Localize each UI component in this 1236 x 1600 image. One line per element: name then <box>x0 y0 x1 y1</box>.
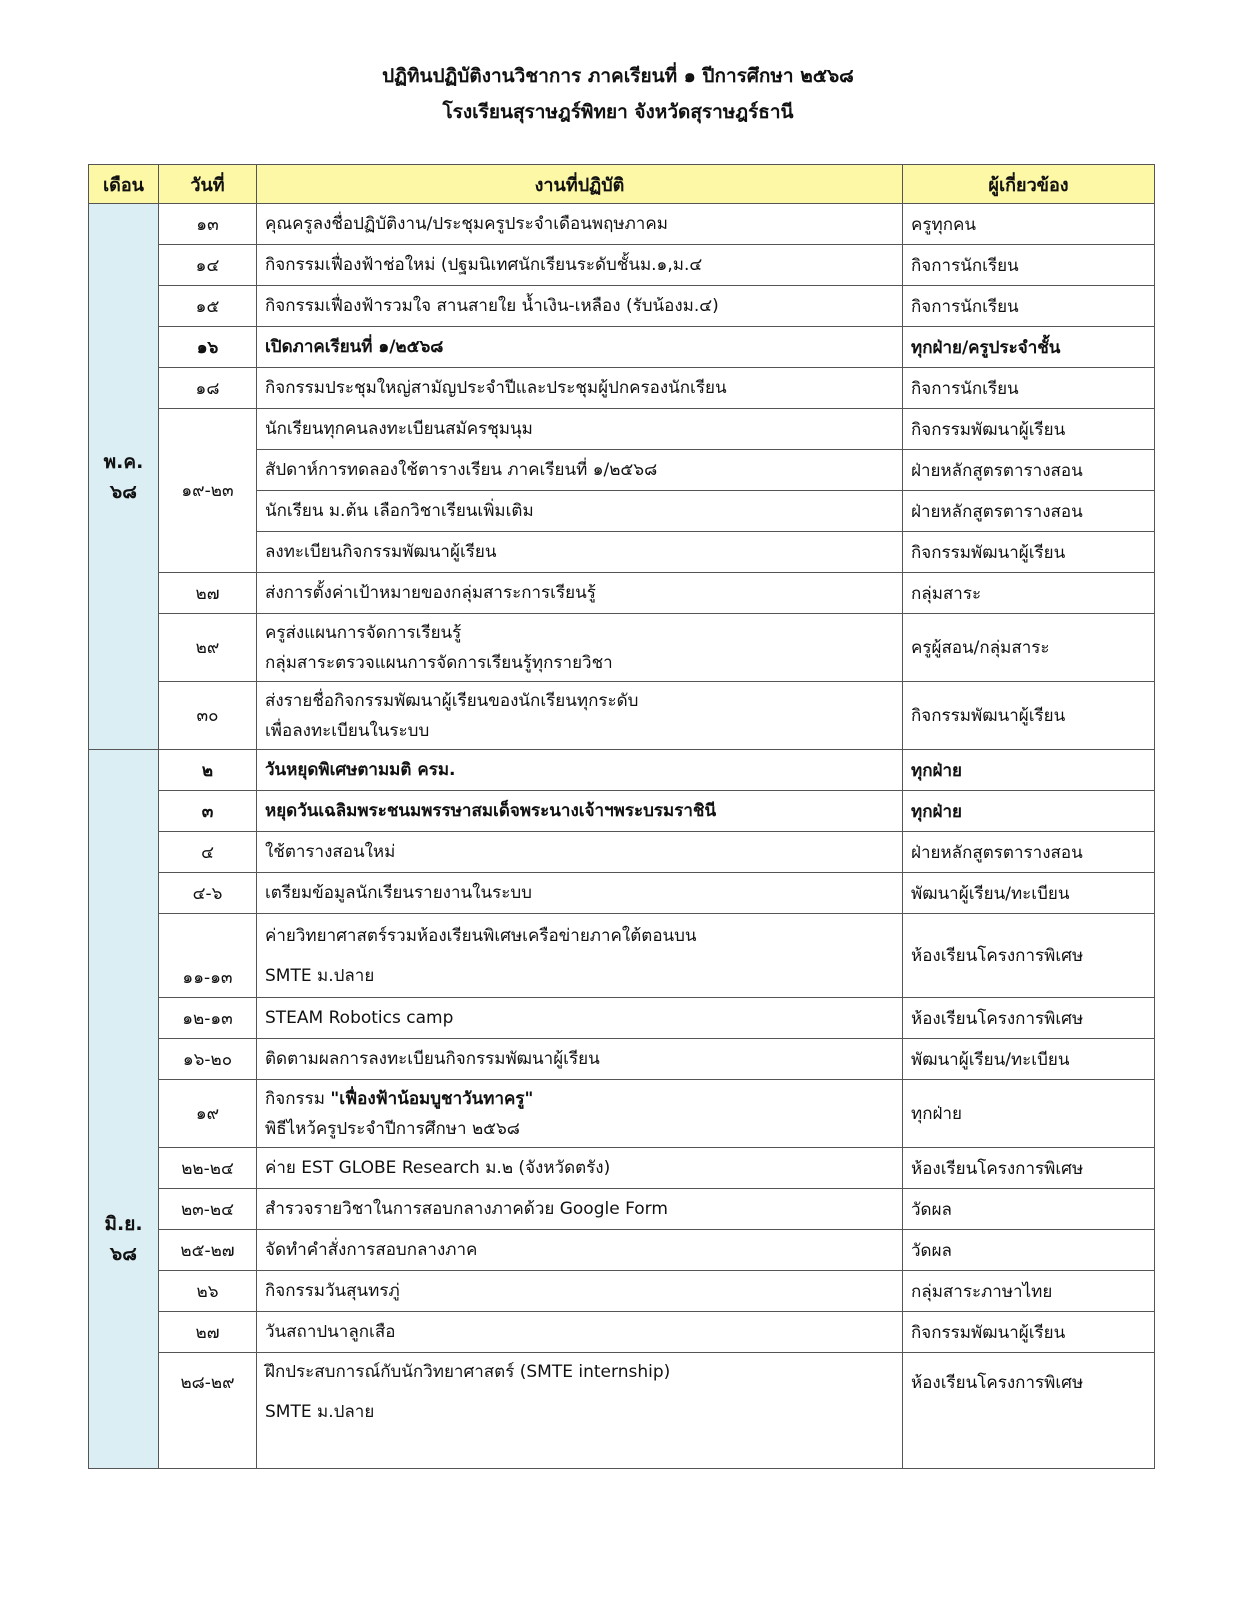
day-cell: ๒๓-๒๔ <box>159 1189 257 1230</box>
day-cell: ๔ <box>159 832 257 873</box>
activity-cell: ใช้ตารางสอนใหม่ <box>257 832 903 873</box>
activity-cell <box>257 1353 903 1469</box>
responsible-cell: ครูทุกคน <box>903 204 1155 245</box>
activity-cell: ส่งการตั้งค่าเป้าหมายของกลุ่มสาระการเรียนรู้ <box>257 573 903 614</box>
responsible-cell: ห้องเรียนโครงการพิเศษ <box>903 998 1155 1039</box>
activity-line: พิธีไหว้ครูประจำปีการศึกษา ๒๕๖๘ <box>265 1118 520 1139</box>
activity-line <box>265 1084 894 1114</box>
activity-line: กลุ่มสาระตรวจแผนการจัดการเรียนรู้ทุกรายวิชา <box>265 652 613 673</box>
day-cell: ๒ <box>159 750 257 791</box>
day-cell: ๑๖-๒๐ <box>159 1039 257 1080</box>
responsible-cell: วัดผล <box>903 1230 1155 1271</box>
day-cell: ๑๑-๑๓ <box>159 914 257 998</box>
activity-cell <box>257 682 903 750</box>
activity-line: ส่งรายชื่อกิจกรรมพัฒนาผู้เรียนของนักเรียนทุกระดับ <box>265 690 639 711</box>
day-cell: ๑๘ <box>159 368 257 409</box>
table-row <box>89 614 1155 682</box>
header-month: เดือน <box>89 165 159 204</box>
activity-cell: นักเรียนทุกคนลงทะเบียนสมัครชุมนุม <box>257 409 903 450</box>
responsible-cell: ทุกฝ่าย <box>903 791 1155 832</box>
table-row <box>89 1353 1155 1469</box>
responsible-cell: ทุกฝ่าย <box>903 1080 1155 1148</box>
activity-cell: วันหยุดพิเศษตามมติ ครม. <box>257 750 903 791</box>
activity-cell: กิจกรรมเฟื่องฟ้าช่อใหม่ (ปฐมนิเทศนักเรียนระดับชั้นม.๑,ม.๔ <box>257 245 903 286</box>
activity-cell: เปิดภาคเรียนที่ ๑/๒๕๖๘ <box>257 327 903 368</box>
table-row <box>89 286 1155 327</box>
table-row <box>89 409 1155 450</box>
activity-emphasis: "เฟื่องฟ้าน้อมบูชาวันทาครู" <box>330 1088 534 1109</box>
day-cell: ๑๖ <box>159 327 257 368</box>
title-line-2: โรงเรียนสุราษฎร์พิทยา จังหวัดสุราษฎร์ธานี <box>442 101 794 123</box>
day-cell: ๓๐ <box>159 682 257 750</box>
responsible-cell: ครูผู้สอน/กลุ่มสาระ <box>903 614 1155 682</box>
table-row <box>89 1080 1155 1148</box>
activity-cell: จัดทำคำสั่งการสอบกลางภาค <box>257 1230 903 1271</box>
activity-cell: กิจกรรมเฟื่องฟ้ารวมใจ สานสายใย น้ำเงิน-เหลือง (รับน้องม.๔) <box>257 286 903 327</box>
responsible-cell: กิจกรรมพัฒนาผู้เรียน <box>903 682 1155 750</box>
activity-cell: หยุดวันเฉลิมพระชนมพรรษาสมเด็จพระนางเจ้าฯพระบรมราชินี <box>257 791 903 832</box>
responsible-cell: ทุกฝ่าย <box>903 750 1155 791</box>
day-cell: ๒๕-๒๗ <box>159 1230 257 1271</box>
month-cell-may <box>89 204 159 750</box>
table-row <box>89 245 1155 286</box>
table-row <box>89 873 1155 914</box>
month-name: มิ.ย. <box>104 1213 143 1235</box>
month-year: ๖๘ <box>110 1243 137 1265</box>
day-cell: ๒๙ <box>159 614 257 682</box>
table-row <box>89 573 1155 614</box>
activity-prefix: กิจกรรม <box>265 1088 331 1109</box>
day-cell: ๒๘-๒๙ <box>159 1353 257 1469</box>
table-row <box>89 750 1155 791</box>
responsible-cell: กิจกรรมพัฒนาผู้เรียน <box>903 532 1155 573</box>
responsible-cell: ห้องเรียนโครงการพิเศษ <box>903 1148 1155 1189</box>
header-day: วันที่ <box>159 165 257 204</box>
month-year: ๖๘ <box>110 480 137 503</box>
responsible-cell: กิจกรรมพัฒนาผู้เรียน <box>903 1312 1155 1353</box>
day-cell: ๑๙ <box>159 1080 257 1148</box>
activity-cell: คุณครูลงชื่อปฏิบัติงาน/ประชุมครูประจำเดือนพฤษภาคม <box>257 204 903 245</box>
table-row <box>89 204 1155 245</box>
responsible-cell: กลุ่มสาระ <box>903 573 1155 614</box>
day-cell: ๒๒-๒๔ <box>159 1148 257 1189</box>
activity-line: ค่ายวิทยาศาสตร์รวมห้องเรียนพิเศษเครือข่ายภาคใต้ตอนบน <box>265 925 697 946</box>
activity-cell <box>257 1080 903 1148</box>
activity-line: เพื่อลงทะเบียนในระบบ <box>265 720 430 741</box>
responsible-cell: ฝ่ายหลักสูตรตารางสอน <box>903 450 1155 491</box>
activity-line: SMTE ม.ปลาย <box>265 965 375 986</box>
responsible-cell: ฝ่ายหลักสูตรตารางสอน <box>903 491 1155 532</box>
table-row <box>89 368 1155 409</box>
table-row <box>89 1312 1155 1353</box>
table-row <box>89 1189 1155 1230</box>
day-cell: ๔-๖ <box>159 873 257 914</box>
activity-cell: ลงทะเบียนกิจกรรมพัฒนาผู้เรียน <box>257 532 903 573</box>
activity-cell: กิจกรรมวันสุนทรภู่ <box>257 1271 903 1312</box>
table-row <box>89 1271 1155 1312</box>
responsible-cell: กิจการนักเรียน <box>903 286 1155 327</box>
responsible-cell: พัฒนาผู้เรียน/ทะเบียน <box>903 1039 1155 1080</box>
day-cell: ๓ <box>159 791 257 832</box>
title-line-1: ปฏิทินปฏิบัติงานวิชาการ ภาคเรียนที่ ๑ ปีการศึกษา ๒๕๖๘ <box>382 65 854 87</box>
activity-cell <box>257 914 903 998</box>
header-responsible: ผู้เกี่ยวข้อง <box>903 165 1155 204</box>
document-title <box>0 58 1236 130</box>
day-cell: ๒๗ <box>159 573 257 614</box>
responsible-cell: กิจกรรมพัฒนาผู้เรียน <box>903 409 1155 450</box>
responsible-cell: ห้องเรียนโครงการพิเศษ <box>903 914 1155 998</box>
responsible-cell: ฝ่ายหลักสูตรตารางสอน <box>903 832 1155 873</box>
day-cell: ๑๒-๑๓ <box>159 998 257 1039</box>
day-cell: ๑๙-๒๓ <box>159 409 257 573</box>
day-cell: ๒๗ <box>159 1312 257 1353</box>
responsible-cell: วัดผล <box>903 1189 1155 1230</box>
activity-cell: สำรวจรายวิชาในการสอบกลางภาคด้วย Google Form <box>257 1189 903 1230</box>
activity-cell: ค่าย EST GLOBE Research ม.๒ (จังหวัดตรัง) <box>257 1148 903 1189</box>
month-name: พ.ค. <box>103 450 144 473</box>
day-cell: ๑๕ <box>159 286 257 327</box>
table-row <box>89 832 1155 873</box>
activity-cell: กิจกรรมประชุมใหญ่สามัญประจำปีและประชุมผู้ปกครองนักเรียน <box>257 368 903 409</box>
table-row <box>89 791 1155 832</box>
activity-cell <box>257 614 903 682</box>
responsible-cell: กลุ่มสาระภาษาไทย <box>903 1271 1155 1312</box>
responsible-cell: ทุกฝ่าย/ครูประจำชั้น <box>903 327 1155 368</box>
activity-cell: ติดตามผลการลงทะเบียนกิจกรรมพัฒนาผู้เรียน <box>257 1039 903 1080</box>
table-row <box>89 1148 1155 1189</box>
responsible-cell: ห้องเรียนโครงการพิเศษ <box>903 1353 1155 1469</box>
responsible-cell: กิจการนักเรียน <box>903 245 1155 286</box>
activity-line: ฝึกประสบการณ์กับนักวิทยาศาสตร์ (SMTE internship) <box>265 1362 671 1382</box>
day-cell: ๒๖ <box>159 1271 257 1312</box>
table-row <box>89 327 1155 368</box>
table-row <box>89 998 1155 1039</box>
month-cell-june <box>89 750 159 1469</box>
header-row <box>89 165 1155 204</box>
activity-line: SMTE ม.ปลาย <box>265 1402 375 1422</box>
activity-cell: เตรียมข้อมูลนักเรียนรายงานในระบบ <box>257 873 903 914</box>
table-row <box>89 682 1155 750</box>
table-row <box>89 1230 1155 1271</box>
table-row <box>89 1039 1155 1080</box>
activity-line: ครูส่งแผนการจัดการเรียนรู้ <box>265 622 462 643</box>
header-activity: งานที่ปฏิบัติ <box>257 165 903 204</box>
responsible-cell: กิจการนักเรียน <box>903 368 1155 409</box>
responsible-cell: พัฒนาผู้เรียน/ทะเบียน <box>903 873 1155 914</box>
table-row <box>89 914 1155 998</box>
day-cell: ๑๔ <box>159 245 257 286</box>
day-cell: ๑๓ <box>159 204 257 245</box>
academic-calendar-table <box>88 164 1155 1469</box>
activity-cell: STEAM Robotics camp <box>257 998 903 1039</box>
activity-cell: นักเรียน ม.ต้น เลือกวิชาเรียนเพิ่มเติม <box>257 491 903 532</box>
activity-cell: สัปดาห์การทดลองใช้ตารางเรียน ภาคเรียนที่ ๑/๒๕๖๘ <box>257 450 903 491</box>
activity-cell: วันสถาปนาลูกเสือ <box>257 1312 903 1353</box>
